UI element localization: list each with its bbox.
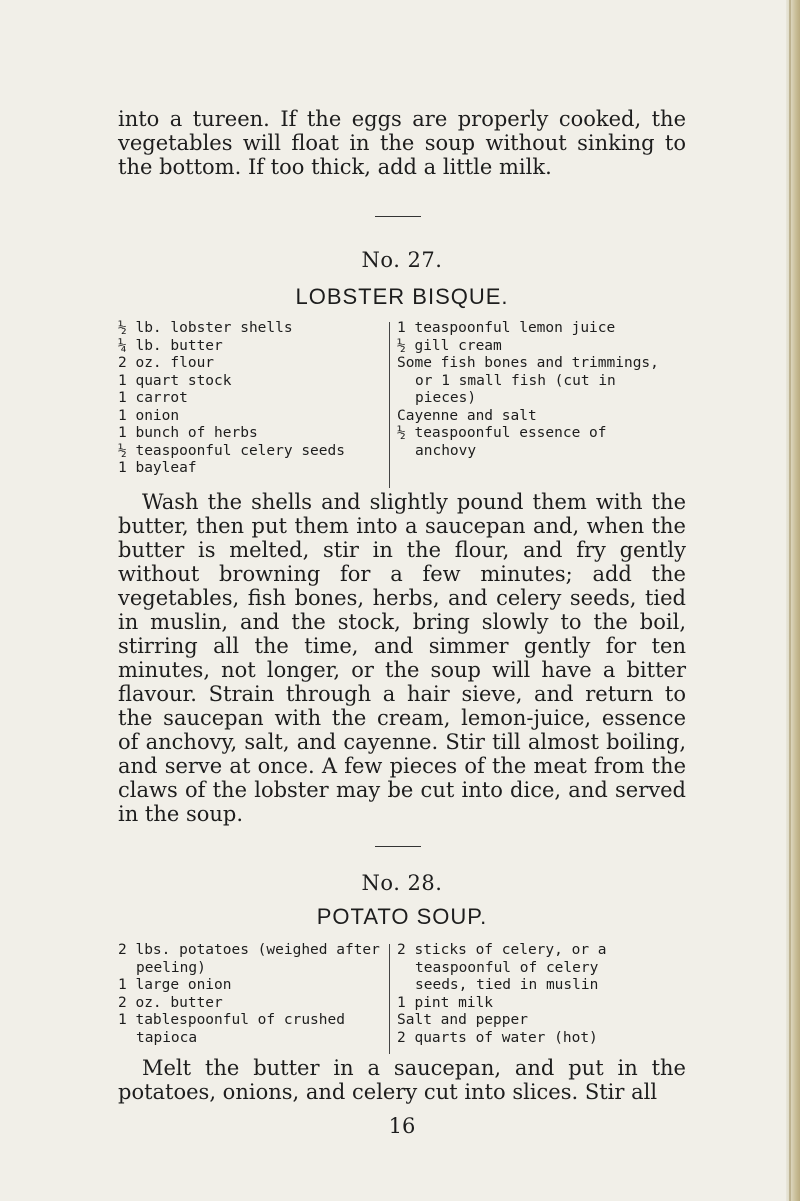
recipe-number: No. 28. [361, 871, 443, 895]
ingredient: 1 teaspoonful lemon juice [397, 320, 616, 336]
ingredient: 1 large onion [118, 977, 232, 993]
ingredient: 2 oz. butter [118, 994, 223, 1011]
ingredient: 1 quart stock [118, 372, 232, 389]
ingredient: ½ teaspoonful celery seeds [118, 442, 345, 459]
column-divider [389, 944, 390, 1054]
ingredients-left [118, 320, 380, 478]
recipe-title: LOBSTER BISQUE. [295, 284, 509, 309]
ingredients-right [397, 320, 659, 460]
ingredient: ½ lb. lobster shells [118, 320, 293, 336]
recipe-number: No. 27. [361, 248, 443, 272]
method-paragraph: Wash the shells and slightly pound them with the butter, then put them into a saucepan and, when the butter is melted, stir in the flour, and fry gently without browning for a few minutes; add the vegetables, fish bones, herbs, and celery seeds, tied in muslin, and the stock, bring slowly to the boil, stirring all the time, and simmer gently for ten minutes, not longer, or the soup will have a bitter flavour. Strain through a hair sieve, and return to the saucepan with the cream, lemon-juice, essence of anchovy, salt, and cayenne. Stir till almost boiling, and serve at once. A few pieces of the meat from the claws of the lobster may be cut into dice, and served in the soup. [118, 490, 686, 826]
ingredient: ½ gill cream [397, 337, 502, 354]
ingredient: Some fish bones and trimmings, or 1 small fish (cut in pieces) [397, 355, 659, 406]
ingredient: ¼ lb. butter [118, 337, 223, 354]
ingredient: Cayenne and salt [397, 407, 537, 424]
ingredients-left [118, 942, 380, 1047]
ingredient: 1 tablespoonful of crushed tapioca [118, 1012, 345, 1046]
ingredient: 1 bayleaf [118, 460, 197, 476]
method-paragraph: Melt the butter in a saucepan, and put in the potatoes, onions, and celery cut into slices. Stir all [118, 1056, 686, 1104]
ingredient: 2 sticks of celery, or a teaspoonful of celery seeds, tied in muslin [397, 942, 607, 993]
ingredient: 1 bunch of herbs [118, 425, 258, 441]
ingredient: Salt and pepper [397, 1012, 528, 1028]
intro-paragraph: into a tureen. If the eggs are properly cooked, the vegetables will float in the soup without sinking to the bottom. If too thick, add a little milk. [118, 107, 686, 179]
ingredient: 2 oz. flour [118, 355, 215, 371]
ingredient: ½ teaspoonful essence of anchovy [397, 425, 607, 459]
ingredient: 1 carrot [118, 390, 188, 406]
page-number: 16 [388, 1114, 416, 1138]
page-edge-shadow [789, 0, 791, 1201]
ingredients-right [397, 942, 659, 1047]
section-rule [375, 216, 421, 217]
ingredient: 1 pint milk [397, 994, 494, 1011]
ingredient: 2 lbs. potatoes (weighed after peeling) [118, 942, 380, 976]
section-rule [375, 846, 421, 847]
recipe-title: POTATO SOUP. [316, 904, 488, 929]
column-divider [389, 322, 390, 488]
ingredient: 2 quarts of water (hot) [397, 1029, 598, 1046]
ingredient: 1 onion [118, 407, 180, 424]
